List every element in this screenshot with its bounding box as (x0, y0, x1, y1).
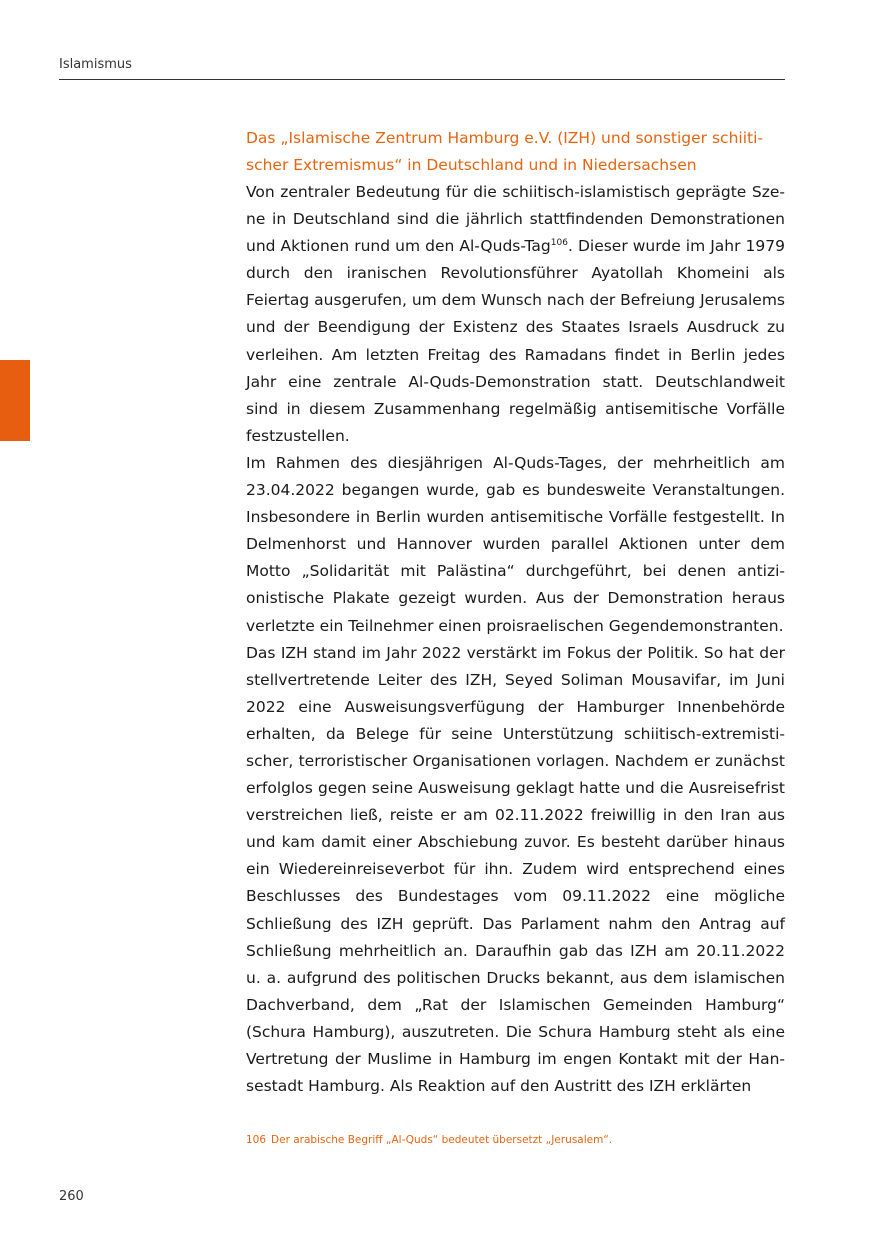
paragraph-text: Von zentraler Bedeutung für die schiitisch-islamistisch geprägte Szene in Deutschland sind die jährlich stattfindenden Demonstrationen und Aktionen rund um den Al-Quds-Tag (246, 183, 785, 256)
section-heading: Das „Islamische Zentrum Hamburg e.V. (IZH) und sonstiger schiitischer Extremismus“ in Deutschland und in Niedersachsen (246, 129, 763, 174)
paragraph-text: . Dieser wurde im Jahr 1979 durch den iranischen Revolutionsführer Ayatollah Khomeini als Feiertag ausgerufen, um dem Wunsch nach der Befreiung Jerusalems und der Beendigung der Existenz des Staates Israels Ausdruck zu verleihen. Am letzten Freitag des Ramadans findet in Berlin jedes Jahr eine zentrale Al-Quds-Demonstration statt. Deutschlandweit sind in diesem Zusammenhang regelmäßig antisemitische Vorfälle festzustellen. (246, 237, 786, 445)
main-content (246, 125, 785, 1100)
footnote-number: 106 (246, 1134, 267, 1146)
paragraph-al-quds-2022: Im Rahmen des diesjährigen Al-Quds-Tages, der mehrheitlich am 23.04.2022 begangen wurde, gab es bundesweite Veranstaltungen. Insbesondere in Berlin wurden antisemitische Vorfälle festgestellt. In Delmenhorst und Hannover wurden parallel Aktionen unter dem Motto „Solidarität mit Palästina“ durchgeführt, bei denen antizionistische Plakate gezeigt wurden. Aus der Demonstration heraus verletzte ein Teilnehmer einen proisraelischen Gegendemonstranten. (246, 453, 785, 635)
paragraph-al-quds-tag (246, 179, 785, 450)
header-rule (59, 79, 785, 80)
chapter-tab-marker (0, 360, 30, 441)
footnote-text: Der arabische Begriff „Al-Quds“ bedeutet übersetzt „Jerusalem“. (271, 1134, 613, 1146)
footnote (246, 1134, 785, 1146)
paragraph-izh-politics: Das IZH stand im Jahr 2022 verstärkt im Fokus der Politik. So hat der stellvertretende Leiter des IZH, Seyed Soliman Mousavifar, im Juni 2022 eine Ausweisungsverfügung der Hamburger Innenbehörde erhalten, da Belege für seine Unterstützung schiitisch-extremistischer, terroristischer Organisationen vorlagen. Nachdem er zunächst erfolglos gegen seine Ausweisung geklagt hatte und die Ausreisefrist verstreichen ließ, reiste er am 02.11.2022 freiwillig in den Iran aus und kam damit einer Abschiebung zuvor. Es besteht darüber hinaus ein Wiedereinreiseverbot für ihn. Zudem wird entsprechend eines Beschlusses des Bundestages vom 09.11.2022 eine mögliche Schließung des IZH geprüft. Das Parlament nahm den Antrag auf Schließung mehrheitlich an. Daraufhin gab das IZH am 20.11.2022 u. a. aufgrund des politischen Drucks bekannt, aus dem islamischen Dachverband, dem „Rat der Islamischen Gemeinden Hamburg“ (Schura Hamburg), auszutreten. Die Schura Hamburg steht als eine Vertretung der Muslime in Hamburg im engen Kontakt mit der Hansestadt Hamburg. Als Reaktion auf den Austritt des IZH erklärten (246, 643, 785, 1096)
footnote-reference[interactable]: 106 (550, 238, 568, 249)
running-header: Islamismus (59, 57, 132, 72)
page-number: 260 (59, 1189, 84, 1204)
